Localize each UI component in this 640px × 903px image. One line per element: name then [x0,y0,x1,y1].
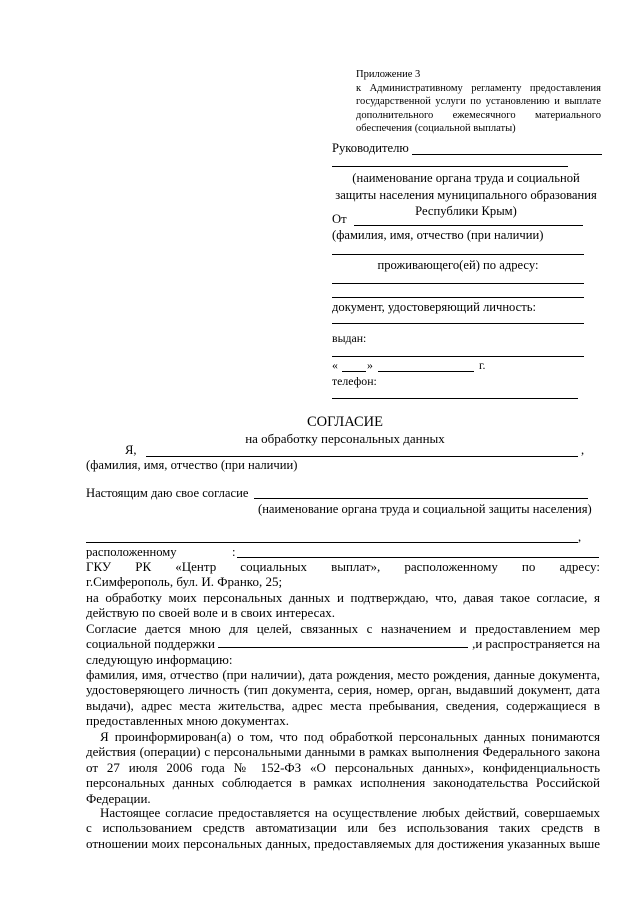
i-label: Я, [125,443,137,457]
paragraph-line [86,636,600,651]
to-line [412,154,602,155]
org-hint-line: (наименование органа труда и социальной [352,171,580,185]
paragraph-line: действия (операции) с персональными данными в рамках выполнения Федерального закона [86,744,600,760]
paragraph-line: следующую информацию: [86,651,233,667]
comma: , [578,530,582,544]
located-line [237,557,599,558]
org-line [332,166,568,167]
appendix-number: Приложение 3 [356,69,421,80]
paragraph-line: отношении моих персональных данных, предоставляемых для достижения указанных выше [86,835,600,851]
paragraph-informed [86,729,600,806]
paragraph-organization [86,559,600,590]
from-line [354,225,583,226]
issued-label: выдан: [332,331,367,345]
date-day-line [342,371,366,372]
appendix-text-line: к Административному регламенту предоставления [356,82,601,94]
appendix-block [356,68,601,136]
purpose-line [218,636,468,648]
located-label: расположенному [86,545,177,559]
doc-label: документ, удостоверяющий личность: [332,300,537,314]
appendix-text-line: государственной услуги по установлению и выплате [356,96,601,107]
consent-to-label: Настоящим даю свое согласие [86,486,249,500]
org-line [254,498,588,499]
paragraph-line: Федерации. [86,790,151,806]
paragraph-line: с использованием средств автоматизации или без использования таких средств в [86,820,600,836]
address-line [332,297,584,298]
document-title: СОГЛАСИЕ [306,414,384,430]
paragraph-line: Настоящее согласие предоставляется на осуществление любых действий, совершаемых [100,805,600,820]
paragraph-consent [86,590,600,621]
paragraph-line: Согласие дается мною для целей, связанных с назначением и предоставлением мер [86,621,600,636]
paragraph-line: Я проинформирован(а) о том, что под обработкой персональных данных понимаются [100,729,600,744]
address-line [332,283,584,284]
date-close-quote: » [367,358,373,372]
phone-label: телефон: [332,374,377,388]
paragraph-line: от 27 июля 2006 года № 152-ФЗ «О персональных данных», конфиденциальность [86,759,600,775]
fio-line [332,254,584,255]
paragraph-line: выдачи), адрес места жительства, адрес места пребывания, сведения, содержащиеся в [86,697,600,713]
paragraph-line: персональных данных соблюдается в рамках исполнения законодательства Российской [86,775,600,791]
address-label: проживающего(ей) по адресу: [377,258,539,272]
org-hint-line: Республики Крым) [415,204,517,218]
fio-line [146,456,578,457]
paragraph-information [86,667,600,729]
colon: : [232,545,236,559]
appendix-text-line: дополнительного ежемесячного материального [356,109,601,121]
org-hint-line: защиты населения муниципального образования [335,187,597,202]
paragraph-line: действую по своей воле и в своих интересах. [86,605,336,621]
appendix-text-line: обеспечения (социальной выплаты) [356,123,516,134]
issued-line [332,356,584,357]
date-month-line [378,371,474,372]
fio-hint: (фамилия, имя, отчество (при наличии) [86,458,298,472]
paragraph-line: удостоверяющего личность (тип документа, серия, номер, орган, выдавший документ, дата [86,682,600,698]
from-label: От [332,212,347,226]
paragraph-line: фамилия, имя, отчество (при наличии), дата рождения, место рождения, данные документа, [86,667,600,682]
fio-hint: (фамилия, имя, отчество (при наличии) [332,228,544,242]
paragraph-line: предоставленных мною документах. [86,713,290,729]
date-open-quote: « [332,358,338,372]
to-label: Руководителю [332,141,409,155]
org-hint: (наименование органа труда и социальной защиты населения) [258,502,592,516]
phone-line [332,398,578,399]
document-subtitle: на обработку персональных данных [245,431,445,446]
year-suffix: г. [479,358,486,372]
paragraph-line: г.Симферополь, бул. И. Франко, 25; [86,574,283,590]
org-line [86,542,578,543]
org-hint [332,170,600,220]
paragraph-line: на обработку моих персональных данных и подтверждаю, что, давая такое согласие, я [86,590,600,605]
purpose-suffix: ,и распространяется на [472,636,600,652]
paragraph-line: ГКУ РК «Центр социальных выплат», расположенному по адресу: [86,559,600,574]
purpose-label: социальной поддержки [86,636,215,652]
comma: , [581,443,585,457]
doc-line [332,323,584,324]
paragraph-purpose [86,621,600,667]
paragraph-actions [86,805,600,851]
